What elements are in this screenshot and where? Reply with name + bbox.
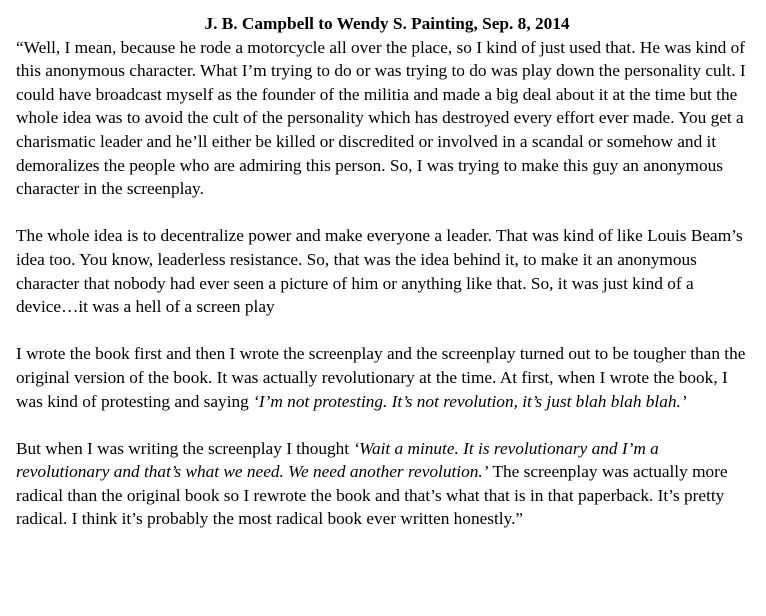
paragraph-1-text: “Well, I mean, because he rode a motorcycle all over the place, so I kind of just used that. He was kind of this anonymous character. What I’m trying to do or was trying to do was play down the personality cult. I could have broadcast myself as the founder of the militia and made a big deal about it at the time but the whole idea was to avoid the cult of the personality which has destroyed every effort ever made. You get a charismatic leader and he’ll either be killed or discredited or involved in a scandal or somehow and it demoralizes the people who are admiring this person. So, I was trying to make this guy an anonymous character in the screenplay. [16, 37, 746, 199]
paragraph-4 [16, 437, 754, 531]
paragraph-3-quote: ‘I’m not protesting. It’s not revolution, it’s just blah blah blah.’ [253, 391, 687, 411]
paragraph-4-text: But when I was writing the screenplay I thought [16, 438, 354, 458]
paragraph-3 [16, 342, 754, 413]
paragraph-2 [16, 224, 754, 318]
document-title: J. B. Campbell to Wendy S. Painting, Sep. 8, 2014 [204, 14, 570, 33]
paragraph-4-text-after: The screenplay was actually more radical than the original book so I rewrote the book and that’s what that is in that paperback. It’s pretty radical. I think it’s probably the most radical book ever written honestly.” [16, 462, 728, 529]
paragraph-1 [16, 36, 754, 201]
paragraph-3-text: I wrote the book first and then I wrote the screenplay and the screenplay turned out to be tougher than the original version of the book. It was actually revolutionary at the time. At first, when I wrote the book, I was kind of protesting and saying [16, 344, 746, 411]
paragraph-4-quote: ‘Wait a minute. It is revolutionary and I’m a revolutionary and that’s what we need. We need another revolution.’ [16, 438, 659, 482]
paragraph-2-text: The whole idea is to decentralize power and make everyone a leader. That was kind of like Louis Beam’s idea too. You know, leaderless resistance. So, that was the idea behind it, to make it an anonymous character that nobody had ever seen a picture of him or anything like that. So, it was just kind of a device…it was a hell of a screen play [16, 226, 743, 317]
